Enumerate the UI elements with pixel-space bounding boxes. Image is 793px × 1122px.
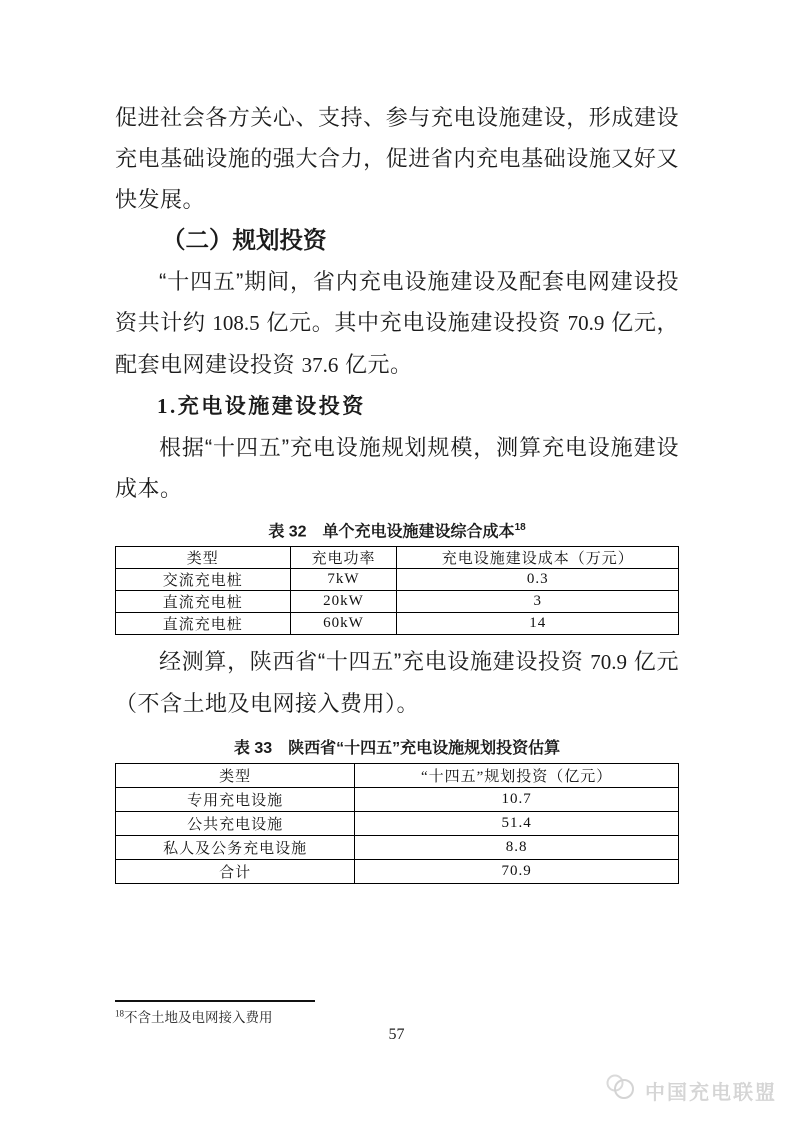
paragraph-total-investment	[115, 261, 679, 386]
table-cell: 7kW	[290, 569, 397, 591]
text-segment: 亿元。	[338, 352, 413, 377]
column-header: 充电设施建设成本（万元）	[397, 547, 679, 569]
table-cell: 直流充电桩	[116, 591, 291, 613]
spacer	[115, 509, 679, 515]
column-header: 类型	[116, 764, 355, 788]
alliance-logo-icon	[604, 1072, 638, 1108]
table32-caption-text: 表 32 单个充电设施建设综合成本	[268, 523, 515, 541]
value-charging-investment: 70.9	[590, 650, 627, 675]
watermark	[604, 1072, 777, 1108]
table-cell: 60kW	[290, 613, 397, 635]
text-segment: 经测算，陕西省“十四五”充电设施建设投资	[159, 649, 591, 675]
table-row	[116, 613, 679, 635]
table-cell: 70.9	[355, 860, 679, 884]
table32-caption	[115, 517, 679, 543]
text-segment: 亿元（不含土地及电网接入费用）。	[115, 649, 679, 717]
text-segment: 亿元，配套电网建设投资	[115, 310, 679, 377]
table-cell: 0.3	[397, 569, 679, 591]
table-cell: 专用充电设施	[116, 788, 355, 812]
column-header: 类型	[116, 547, 291, 569]
table-row	[116, 569, 679, 591]
table-row	[116, 788, 679, 812]
table33-caption: 表 33 陕西省“十四五”充电设施规划投资估算	[233, 740, 561, 758]
value-charging-investment: 70.9	[567, 311, 605, 335]
value-total-investment: 108.5	[212, 311, 260, 335]
column-header: 充电功率	[290, 547, 397, 569]
paragraph-social-support: 促进社会各方关心、支持、参与充电设施建设，形成建设充电基础设施的强大合力，促进省内充电基础设施又好又快发展。	[115, 105, 679, 212]
table-cell: 8.8	[355, 836, 679, 860]
subsection-heading-charging-investment: 1.充电设施建设投资	[157, 394, 366, 418]
footnote-area	[115, 1000, 679, 1026]
text-segment: 亿元。其中充电设施建设投资	[259, 310, 568, 335]
table-cell: 20kW	[290, 591, 397, 613]
table-row	[116, 860, 679, 884]
table-header-row	[116, 547, 679, 569]
text-segment: “十四五”期间，省内充电设施建设及配套电网建设投资共计约	[115, 269, 679, 335]
page-number: 57	[388, 1026, 405, 1043]
watermark-text: 中国充电联盟	[645, 1081, 777, 1104]
footnote-separator	[115, 1000, 315, 1002]
section-heading-planned-investment: （二）规划投资	[162, 227, 327, 253]
footnote-marker: 18	[115, 1008, 124, 1019]
table-row	[116, 836, 679, 860]
spacer	[115, 724, 679, 736]
table-row	[116, 812, 679, 836]
table-cell: 直流充电桩	[116, 613, 291, 635]
table-cell: 3	[397, 591, 679, 613]
table-cell: 交流充电桩	[116, 569, 291, 591]
column-header: “十四五”规划投资（亿元）	[355, 764, 679, 788]
paragraph-cost-estimation: 根据“十四五”充电设施规划规模，测算充电设施建设成本。	[115, 435, 679, 501]
footnote-ref: 18	[514, 522, 526, 533]
table-planned-investment-estimate	[115, 763, 679, 884]
table-cell: 51.4	[355, 812, 679, 836]
footnote-text: 不含土地及电网接入费用	[124, 1010, 273, 1025]
value-grid-investment: 37.6	[301, 353, 339, 377]
table-header-row	[116, 764, 679, 788]
table-row	[116, 591, 679, 613]
table-unit-construction-cost	[115, 546, 679, 635]
page-content	[115, 97, 679, 884]
footnote	[115, 1006, 679, 1026]
table-cell: 合计	[116, 860, 355, 884]
table-cell: 14	[397, 613, 679, 635]
table-cell: 公共充电设施	[116, 812, 355, 836]
table-cell: 私人及公务充电设施	[116, 836, 355, 860]
table-cell: 10.7	[355, 788, 679, 812]
paragraph-investment-result	[115, 641, 679, 724]
